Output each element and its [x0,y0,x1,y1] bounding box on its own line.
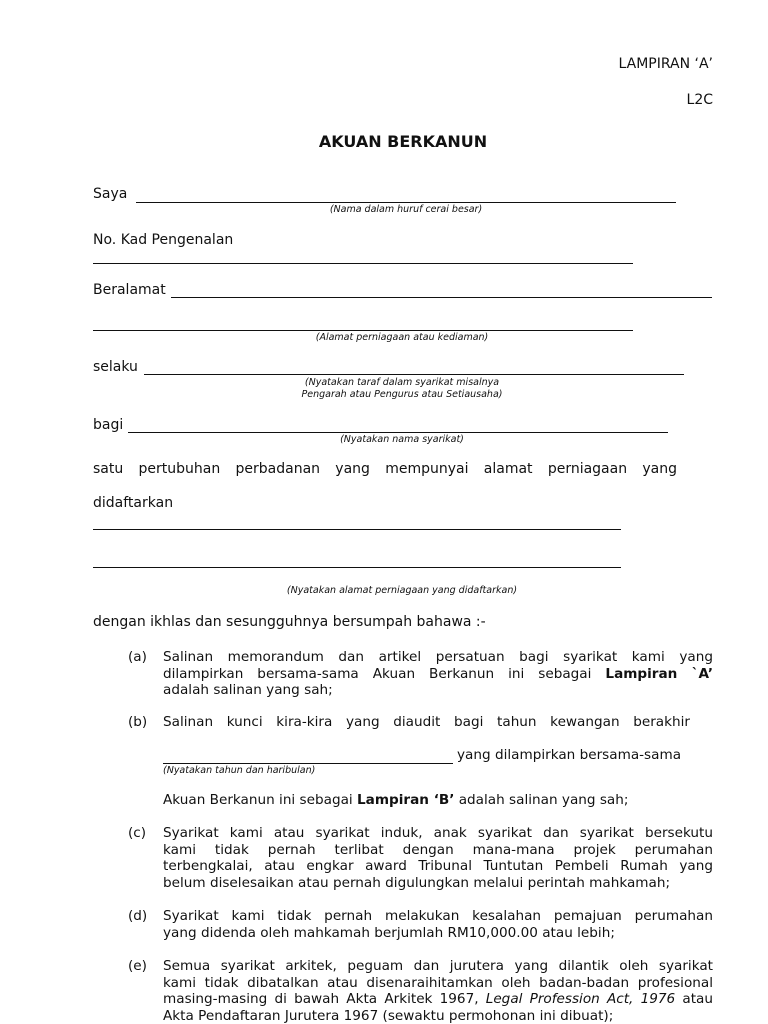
item-e-line-3-pre: masing-masing di bawah Akta Arkitek 1967, [163,991,479,1007]
item-e-line-4: Akta Pendaftaran Jurutera 1967 (sewaktu permohonan ini dibuat); [163,1007,614,1024]
document-title: AKUAN BERKANUN [318,132,488,151]
item-b-marker: (b) [128,714,148,730]
item-d-line-1: Syarikat kami tidak pernah melakukan kesalahan pemajuan perumahan [163,908,713,924]
address-field-line-1[interactable] [171,297,712,298]
item-d-marker: (d) [128,908,148,924]
item-e-line-1: Semua syarikat arkitek, peguam dan jurutera yang dilantik oleh syarikat [163,958,713,974]
registered-address-line-1[interactable] [93,529,621,530]
ic-field-line[interactable] [93,263,633,264]
position-label: selaku [93,359,138,375]
item-e-act-name: Legal Profession Act, 1976 [485,991,676,1007]
item-a-line-3: adalah salinan yang sah; [163,682,333,698]
item-e-marker: (e) [128,958,147,974]
company-field-note: (Nyatakan nama syarikat) [340,434,464,445]
item-b-line-3-pre: Akuan Berkanun ini sebagai [163,792,353,808]
position-field-line[interactable] [144,374,684,375]
item-b-line-1: Salinan kunci kira-kira yang diaudit bagi tahun kewangan berakhir [163,714,690,730]
name-field-note: (Nama dalam huruf cerai besar) [329,204,483,215]
item-c-line-2: kami tidak pernah terlibat dengan mana-mana projek perumahan [163,841,713,858]
item-a-text [163,649,713,699]
item-a-line-1: Salinan memorandum dan artikel persatuan bagi syarikat kami yang [163,649,713,665]
oath-statement: dengan ikhlas dan sesungguhnya bersumpah bahawa :- [93,614,486,630]
form-code: L2C [686,92,713,108]
item-a-line-2-text: dilampirkan bersama-sama Akuan Berkanun ini sebagai [163,665,592,682]
financial-year-note: (Nyatakan tahun dan haribulan) [163,765,316,776]
annex-label: LAMPIRAN ‘A’ [618,56,713,72]
registered-address-note: (Nyatakan alamat perniagaan yang didaftarkan) [286,585,518,596]
financial-year-end-line[interactable] [163,763,453,764]
position-field-note-2: Pengarah atau Pengurus atau Setiausaha) [301,389,503,400]
item-b-line-3 [163,792,628,808]
item-c-text [163,825,713,891]
company-label: bagi [93,417,124,433]
item-c-line-1: Syarikat kami atau syarikat induk, anak syarikat dan syarikat bersekutu [163,825,713,841]
item-a-annex-ref: Lampiran `A’ [605,665,713,682]
item-a-marker: (a) [128,649,147,665]
body-statement-line-2: didaftarkan [93,495,174,511]
item-c-line-4: belum diselesaikan atau pernah digulungkan melalui perintah mahkamah; [163,874,671,891]
position-field-note-1: (Nyatakan taraf dalam syarikat misalnya [304,377,500,388]
item-e-line-2: kami tidak dibatalkan atau disenaraihitamkan oleh badan-badan profesional [163,974,713,991]
item-d-text [163,908,713,941]
address-field-note: (Alamat perniagaan atau kediaman) [315,332,489,343]
ic-label: No. Kad Pengenalan [93,232,234,248]
company-field-line[interactable] [128,432,668,433]
body-statement-line-1: satu pertubuhan perbadanan yang mempunyai alamat perniagaan yang [93,461,677,477]
item-d-line-2: yang didenda oleh mahkamah berjumlah RM10,000.00 atau lebih; [163,924,615,941]
item-b-line-2: yang dilampirkan bersama-sama [457,747,682,763]
address-label: Beralamat [93,282,166,298]
saya-label: Saya [93,186,128,202]
item-e-line-3-post: atau [682,991,713,1007]
item-e-text [163,958,713,1024]
name-field-line[interactable] [136,202,676,203]
item-b-line-3-post: adalah salinan yang sah; [458,792,629,808]
address-field-line-2[interactable] [93,330,633,331]
registered-address-line-2[interactable] [93,567,621,568]
item-e-line-3 [163,991,713,1008]
item-b-annex-ref: Lampiran ‘B’ [357,792,455,808]
item-c-line-3: terbengkalai, atau engkar award Tribunal Tuntutan Pembeli Rumah yang [163,858,713,874]
item-c-marker: (c) [128,825,147,841]
item-a-line-2 [163,666,713,683]
